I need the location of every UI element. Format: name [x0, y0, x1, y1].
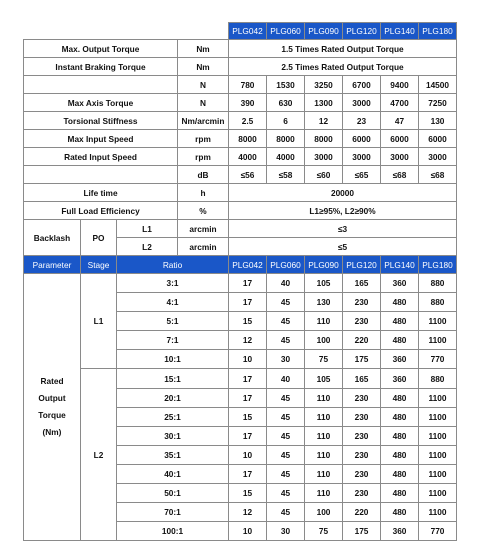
torque-value: 110 — [305, 312, 343, 331]
torque-value: 1100 — [419, 484, 457, 503]
spec-value: 14500 — [419, 76, 457, 94]
spec-unit: N — [178, 94, 229, 112]
spec-value: 6000 — [419, 130, 457, 148]
model-header-cell: PLG180 — [419, 256, 457, 274]
torque-value: 1100 — [419, 426, 457, 445]
backlash-value: ≤3 — [229, 220, 457, 238]
torque-value: 40 — [267, 274, 305, 293]
torque-value: 480 — [381, 407, 419, 426]
torque-value: 480 — [381, 464, 419, 483]
torque-value: 110 — [305, 464, 343, 483]
spec-value: 6 — [267, 112, 305, 130]
backlash-stage: L1 — [117, 220, 178, 238]
spec-row — [24, 202, 457, 220]
torque-value: 1100 — [419, 503, 457, 522]
torque-value: 130 — [305, 293, 343, 312]
header-blank-cell — [24, 23, 229, 40]
model-header-row — [24, 23, 457, 40]
rated-header-row — [24, 256, 457, 274]
spec-value: 12 — [305, 112, 343, 130]
model-header-cell: PLG060 — [267, 23, 305, 40]
torque-value: 15 — [229, 484, 267, 503]
torque-value: 880 — [419, 274, 457, 293]
torque-value: 17 — [229, 274, 267, 293]
torque-value: 480 — [381, 312, 419, 331]
rated-torque-label-line: Torque — [38, 410, 66, 421]
torque-value: 1100 — [419, 312, 457, 331]
spec-value: 3250 — [305, 76, 343, 94]
torque-value: 40 — [267, 369, 305, 388]
spec-label: Max Axis Torque — [24, 94, 178, 112]
spec-label: Max. Output Torque — [24, 40, 178, 58]
spec-row — [24, 112, 457, 130]
torque-value: 230 — [343, 445, 381, 464]
ratio-cell: 4:1 — [117, 293, 229, 312]
model-header-cell: PLG042 — [229, 256, 267, 274]
torque-value: 75 — [305, 350, 343, 369]
torque-value: 1100 — [419, 445, 457, 464]
rated-torque-label-line: Rated — [40, 376, 64, 387]
torque-value: 480 — [381, 388, 419, 407]
spec-value: ≤68 — [381, 166, 419, 184]
spec-label — [24, 166, 178, 184]
spec-label: Torsional Stiffness — [24, 112, 178, 130]
ratio-cell: 25:1 — [117, 407, 229, 426]
ratio-cell: 20:1 — [117, 388, 229, 407]
torque-value: 45 — [267, 484, 305, 503]
backlash-label: Backlash — [24, 220, 81, 256]
spec-value: 4700 — [381, 94, 419, 112]
spec-value: 8000 — [267, 130, 305, 148]
torque-value: 100 — [305, 503, 343, 522]
torque-value: 880 — [419, 293, 457, 312]
torque-value: 230 — [343, 426, 381, 445]
spec-label: Full Load Efficiency — [24, 202, 178, 220]
torque-value: 45 — [267, 503, 305, 522]
torque-value: 360 — [381, 350, 419, 369]
ratio-cell: 35:1 — [117, 445, 229, 464]
spec-value: ≤56 — [229, 166, 267, 184]
spec-label: Instant Braking Torque — [24, 58, 178, 76]
spec-sheet — [23, 22, 456, 541]
spec-value: 4000 — [229, 148, 267, 166]
backlash-sub-label: PO — [81, 220, 117, 256]
torque-value: 230 — [343, 312, 381, 331]
ratio-cell: 3:1 — [117, 274, 229, 293]
spec-row — [24, 130, 457, 148]
ratio-cell: 5:1 — [117, 312, 229, 331]
spec-row — [24, 58, 457, 76]
torque-value: 17 — [229, 388, 267, 407]
torque-value: 230 — [343, 388, 381, 407]
ratio-cell: 15:1 — [117, 369, 229, 388]
torque-value: 1100 — [419, 464, 457, 483]
model-header-cell: PLG090 — [305, 23, 343, 40]
spec-row — [24, 184, 457, 202]
spec-value: 9400 — [381, 76, 419, 94]
torque-value: 110 — [305, 426, 343, 445]
spec-value: ≤58 — [267, 166, 305, 184]
model-header-cell: PLG042 — [229, 23, 267, 40]
spec-value: 780 — [229, 76, 267, 94]
spec-unit: h — [178, 184, 229, 202]
torque-value: 15 — [229, 407, 267, 426]
torque-value: 480 — [381, 331, 419, 350]
torque-value: 45 — [267, 331, 305, 350]
torque-value: 110 — [305, 388, 343, 407]
spec-value: 3000 — [419, 148, 457, 166]
spec-span-value: 1.5 Times Rated Output Torque — [229, 40, 457, 58]
ratio-cell: 50:1 — [117, 484, 229, 503]
torque-value: 1100 — [419, 331, 457, 350]
torque-value: 480 — [381, 484, 419, 503]
ratio-cell: 7:1 — [117, 331, 229, 350]
backlash-row — [24, 220, 457, 238]
torque-value: 480 — [381, 293, 419, 312]
torque-value: 105 — [305, 274, 343, 293]
spec-unit: Nm — [178, 40, 229, 58]
spec-unit: Nm — [178, 58, 229, 76]
spec-value: 47 — [381, 112, 419, 130]
torque-value: 230 — [343, 464, 381, 483]
spec-value: 3000 — [343, 94, 381, 112]
spec-value: 7250 — [419, 94, 457, 112]
torque-value: 360 — [381, 274, 419, 293]
torque-value: 10 — [229, 445, 267, 464]
rated-torque-label-line: (Nm) — [42, 427, 62, 438]
spec-value: ≤65 — [343, 166, 381, 184]
spec-value: 3000 — [305, 148, 343, 166]
torque-value: 110 — [305, 484, 343, 503]
parameter-header: Parameter — [24, 256, 81, 274]
spec-label: Max Input Speed — [24, 130, 178, 148]
spec-span-value: 20000 — [229, 184, 457, 202]
backlash-unit: arcmin — [178, 238, 229, 256]
spec-span-value: 2.5 Times Rated Output Torque — [229, 58, 457, 76]
spec-value: 2.5 — [229, 112, 267, 130]
torque-value: 12 — [229, 503, 267, 522]
spec-unit: rpm — [178, 130, 229, 148]
spec-value: ≤68 — [419, 166, 457, 184]
torque-value: 45 — [267, 426, 305, 445]
torque-value: 770 — [419, 522, 457, 541]
torque-value: 45 — [267, 445, 305, 464]
spec-row — [24, 76, 457, 94]
spec-row — [24, 40, 457, 58]
torque-value: 17 — [229, 426, 267, 445]
backlash-unit: arcmin — [178, 220, 229, 238]
model-header-cell: PLG120 — [343, 256, 381, 274]
model-header-cell: PLG140 — [381, 256, 419, 274]
rated-torque-label-line: Output — [38, 393, 66, 404]
torque-value: 480 — [381, 503, 419, 522]
torque-value: 360 — [381, 369, 419, 388]
torque-value: 105 — [305, 369, 343, 388]
torque-value: 45 — [267, 388, 305, 407]
torque-value: 1100 — [419, 407, 457, 426]
ratio-cell: 40:1 — [117, 464, 229, 483]
spec-value: 1530 — [267, 76, 305, 94]
spec-unit: Nm/arcmin — [178, 112, 229, 130]
backlash-stage: L2 — [117, 238, 178, 256]
torque-value: 230 — [343, 407, 381, 426]
torque-value: 12 — [229, 331, 267, 350]
torque-value: 480 — [381, 426, 419, 445]
spec-value: 4000 — [267, 148, 305, 166]
torque-value: 10 — [229, 350, 267, 369]
torque-value: 165 — [343, 274, 381, 293]
torque-value: 480 — [381, 445, 419, 464]
spec-label: Life time — [24, 184, 178, 202]
spec-value: 23 — [343, 112, 381, 130]
ratio-row — [24, 274, 457, 293]
model-header-cell: PLG180 — [419, 23, 457, 40]
ratio-cell: 100:1 — [117, 522, 229, 541]
spec-value: 390 — [229, 94, 267, 112]
spec-value: 8000 — [305, 130, 343, 148]
torque-value: 220 — [343, 503, 381, 522]
torque-value: 15 — [229, 312, 267, 331]
torque-value: 75 — [305, 522, 343, 541]
torque-value: 17 — [229, 293, 267, 312]
model-header-cell: PLG120 — [343, 23, 381, 40]
spec-unit: N — [178, 76, 229, 94]
spec-value: 1300 — [305, 94, 343, 112]
torque-value: 1100 — [419, 388, 457, 407]
spec-unit: % — [178, 202, 229, 220]
torque-value: 45 — [267, 293, 305, 312]
torque-value: 165 — [343, 369, 381, 388]
torque-value: 45 — [267, 312, 305, 331]
spec-value: 6000 — [381, 130, 419, 148]
spec-row — [24, 94, 457, 112]
model-header-cell: PLG060 — [267, 256, 305, 274]
spec-label: Rated Input Speed — [24, 148, 178, 166]
torque-value: 30 — [267, 350, 305, 369]
spec-row — [24, 148, 457, 166]
model-header-cell: PLG140 — [381, 23, 419, 40]
backlash-value: ≤5 — [229, 238, 457, 256]
ratio-row — [24, 369, 457, 388]
torque-value: 220 — [343, 331, 381, 350]
spec-unit: rpm — [178, 148, 229, 166]
model-header-cell: PLG090 — [305, 256, 343, 274]
spec-value: 3000 — [381, 148, 419, 166]
torque-value: 175 — [343, 350, 381, 369]
spec-unit: dB — [178, 166, 229, 184]
spec-value: 630 — [267, 94, 305, 112]
ratio-cell: 30:1 — [117, 426, 229, 445]
torque-value: 10 — [229, 522, 267, 541]
torque-value: 770 — [419, 350, 457, 369]
torque-value: 100 — [305, 331, 343, 350]
torque-value: 30 — [267, 522, 305, 541]
spec-value: 6700 — [343, 76, 381, 94]
torque-value: 360 — [381, 522, 419, 541]
torque-value: 45 — [267, 464, 305, 483]
stage-header: Stage — [81, 256, 117, 274]
ratio-cell: 10:1 — [117, 350, 229, 369]
torque-value: 110 — [305, 407, 343, 426]
spec-value: ≤60 — [305, 166, 343, 184]
torque-value: 230 — [343, 293, 381, 312]
torque-value: 175 — [343, 522, 381, 541]
spec-value: 130 — [419, 112, 457, 130]
specification-table-body — [24, 23, 457, 541]
torque-value: 17 — [229, 369, 267, 388]
torque-value: 17 — [229, 464, 267, 483]
torque-value: 880 — [419, 369, 457, 388]
stage-cell: L1 — [81, 274, 117, 369]
torque-value: 230 — [343, 484, 381, 503]
ratio-header: Ratio — [117, 256, 229, 274]
spec-value: 6000 — [343, 130, 381, 148]
spec-value: 3000 — [343, 148, 381, 166]
torque-value: 110 — [305, 445, 343, 464]
spec-label — [24, 76, 178, 94]
specification-table — [23, 22, 457, 541]
rated-torque-label — [24, 274, 81, 541]
spec-row — [24, 166, 457, 184]
spec-span-value: L1≥95%, L2≥90% — [229, 202, 457, 220]
torque-value: 45 — [267, 407, 305, 426]
ratio-cell: 70:1 — [117, 503, 229, 522]
spec-value: 8000 — [229, 130, 267, 148]
stage-cell: L2 — [81, 369, 117, 541]
